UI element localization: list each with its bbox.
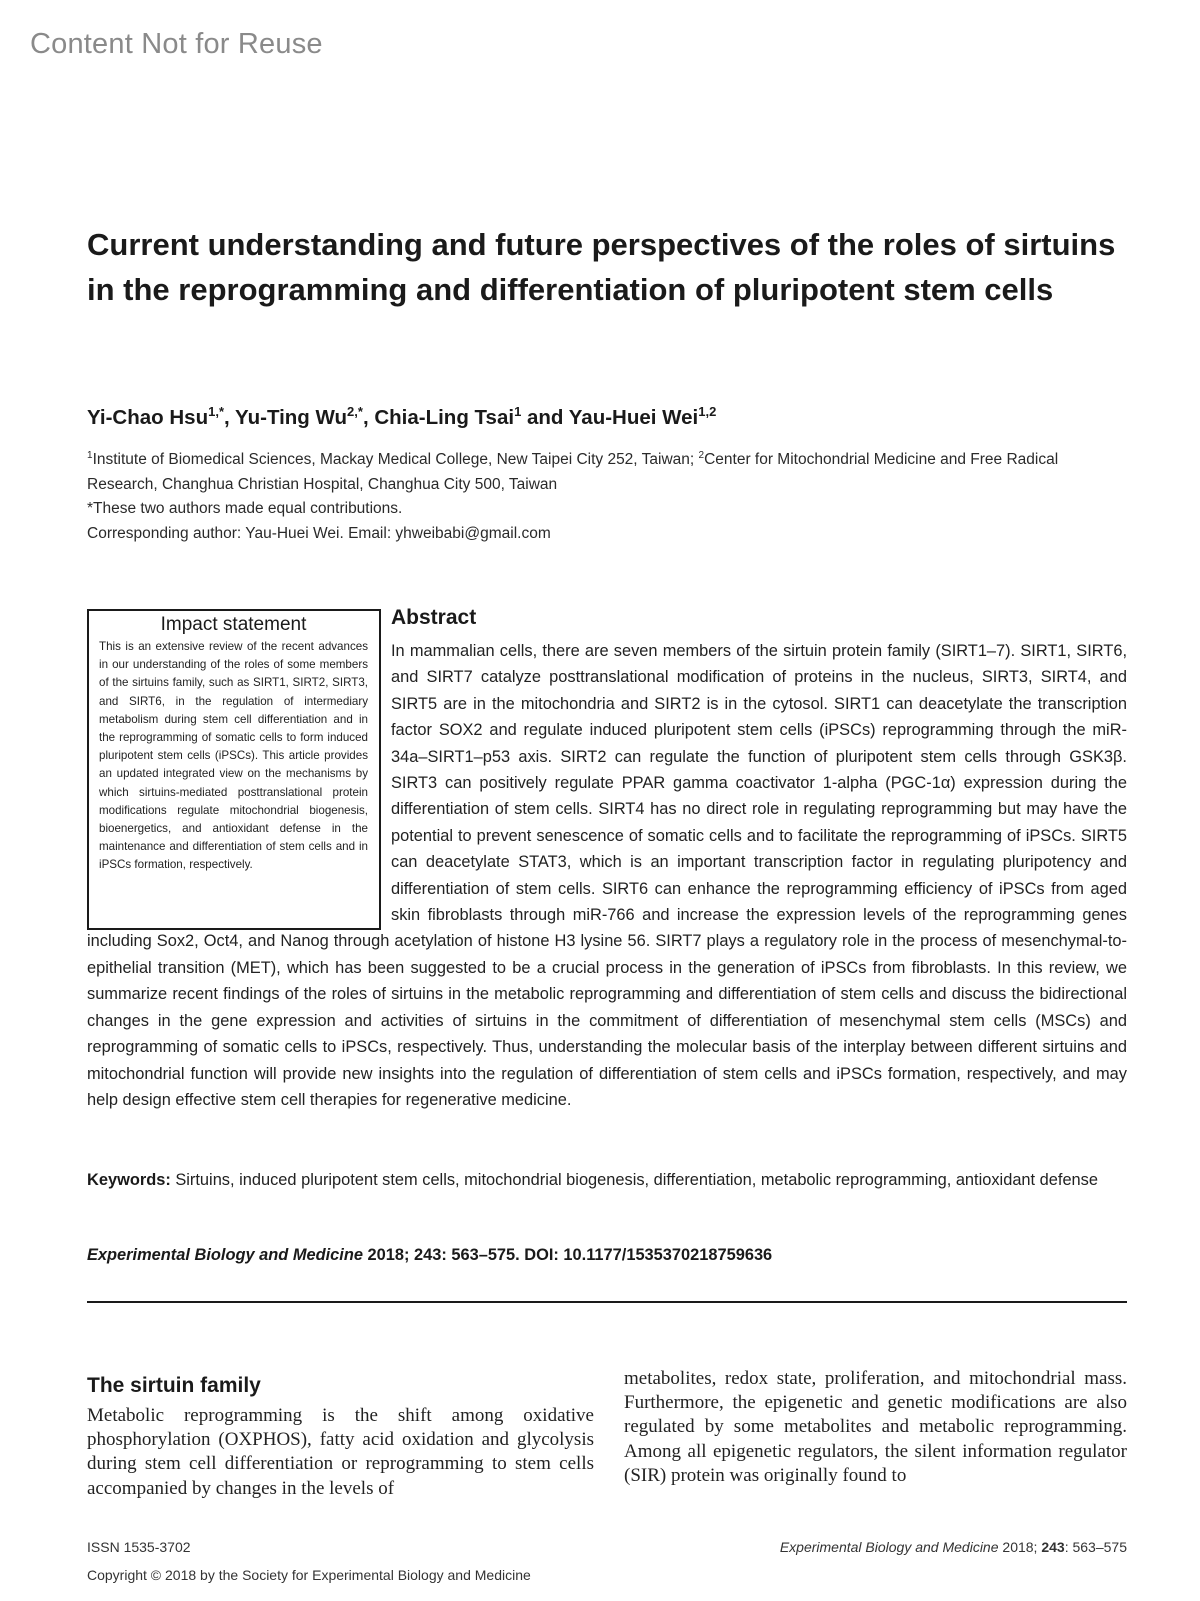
author-name: Yu-Ting Wu	[235, 405, 348, 429]
keywords-label: Keywords:	[87, 1171, 171, 1189]
author-name: Chia-Ling Tsai	[374, 405, 515, 429]
keywords-text: Sirtuins, induced pluripotent stem cells, mitochondrial biogenesis, differentiation, metabolic reprogramming, antioxidant defense	[170, 1171, 1098, 1189]
author-sup: 1	[514, 404, 522, 419]
affiliation-1: Institute of Biomedical Sciences, Mackay Medical College, New Taipei City 252, Taiwan;	[92, 451, 699, 469]
author-name: Yi-Chao Hsu	[87, 405, 209, 429]
affiliation-sup: 1	[87, 450, 93, 461]
affiliations	[87, 444, 1127, 546]
watermark: Content Not for Reuse	[30, 28, 323, 60]
citation-journal: Experimental Biology and Medicine	[87, 1246, 363, 1264]
equal-contribution-note: *These two authors made equal contributions.	[87, 500, 403, 518]
body-column-left: Metabolic reprogramming is the shift among oxidative phosphorylation (OXPHOS), fatty acid oxidation and glycolysis during stem cell differentiation or reprogramming to stem cells accompanied by changes in the levels of	[87, 1405, 594, 1499]
body-column-right: metabolites, redox state, proliferation, and mitochondrial mass. Furthermore, the epigenetic and genetic modifications are also regulated by some metabolites and metabolic reprogramming. Among all epigenetic regulators, the silent information regulator (SIR) protein was originally found to	[624, 1368, 1127, 1486]
impact-statement-body: This is an extensive review of the recent advances in our understanding of the roles of some members of the sirtuins family, such as SIRT1, SIRT2, SIRT3, and SIRT6, in the regulation of intermediary metabolism during stem cell differentiation and in the reprogramming of somatic cells to form induced pluripotent stem cells (iPSCs). This article provides an updated integrated view on the mechanisms by which sirtuins-mediated posttranslational protein modifications regulate mitochondrial biogenesis, bioenergetics, and antioxidant defense in the maintenance and differentiation of stem cells and in iPSCs formation, respectively.	[99, 640, 368, 872]
corresponding-author: Corresponding author: Yau-Huei Wei. Email: yhweibabi@gmail.com	[87, 524, 551, 542]
citation-line	[87, 1246, 772, 1265]
footer-journal-name: Experimental Biology and Medicine	[779, 1539, 999, 1555]
keywords	[87, 1167, 1127, 1193]
abstract-body: In mammalian cells, there are seven members of the sirtuin protein family (SIRT1–7). SIRT1, SIRT6, and SIRT7 catalyze posttranslational modification of proteins in the nucleus, SIRT3, SIRT4, and SIRT5 are in the mitochondria and SIRT2 is in the cytosol. SIRT1 can deacetylate the transcription factor SOX2 and regulate induced pluripotent stem cells (iPSCs) reprogramming through the miR-34a–SIRT1–p53 axis. SIRT2 can regulate the function of pluripotent stem cells through GSK3β. SIRT3 can positively regulate PPAR gamma coactivator 1-alpha (PGC-1α) expression during the differentiation of stem cells. SIRT4 has no direct role in regulating reprogramming but may have the potential to prevent senescence of somatic cells and to facilitate the reprogramming of iPSCs. SIRT5 can deacetylate STAT3, which is an important transcription factor in regulating pluripotency and differentiation of stem cells. SIRT6 can enhance the reprogramming efficiency of iPSCs from aged skin fibroblasts through miR-766 and increase the expression levels of the reprogramming genes including Sox2, Oct4, and Nanog through acetylation of histone H3 lysine 56. SIRT7 plays a regulatory role in the process of mesenchymal-to-epithelial transition (MET), which has been suggested to be a crucial process in the generation of iPSCs from fibroblasts. In this review, we summarize recent findings of the roles of sirtuins in the metabolic reprogramming and differentiation of stem cells and discuss the bidirectional changes in the gene expression and activities of sirtuins in the commitment of differentiation of mesenchymal stem cells (MSCs) and reprogramming of somatic cells to iPSCs, respectively. Thus, understanding the molecular basis of the interplay between different sirtuins and mitochondrial function will provide new insights into the regulation of differentiation of stem cells and iPSCs formation, respectively, and may help design effective stem cell therapies for regenerative medicine.	[87, 642, 1127, 1109]
footer-volume: 243	[1041, 1539, 1065, 1555]
impact-statement-title: Impact statement	[160, 614, 307, 635]
author-name: Yau-Huei Wei	[568, 405, 699, 429]
author-sup: 1,*	[208, 404, 225, 419]
footer-year: 2018;	[998, 1539, 1042, 1555]
affiliation-line	[87, 444, 1127, 497]
abstract	[87, 638, 1127, 1113]
citation-details: 2018; 243: 563–575. DOI: 10.1177/1535370218759636	[362, 1246, 773, 1264]
copyright: Copyright © 2018 by the Society for Experimental Biology and Medicine	[87, 1567, 531, 1583]
affiliation-2: Center for Mitochondrial Medicine and Free Radical Research, Changhua Christian Hospital, Changhua City 500, Taiwan	[87, 451, 1059, 493]
article-title: Current understanding and future perspectives of the roles of sirtuins in the reprogramming and differentiation of pluripotent stem cells	[87, 227, 1116, 307]
footer-journal-ref	[780, 1539, 1127, 1555]
section-divider	[87, 1301, 1127, 1303]
affiliation-sup: 2	[698, 450, 705, 461]
footer-pages: : 563–575	[1064, 1539, 1127, 1555]
author-list: Yi-Chao Hsu$^{1,*}$, Yu-Ting $Wu^{2,*}$, Chia-Ling Tsai$^1$ and Yau-Huei Wei$^{1,2}$	[87, 404, 717, 429]
author-sup: 2,*	[347, 404, 363, 419]
author-sup: 1,2	[698, 404, 717, 419]
section-heading: The sirtuin family	[87, 1374, 261, 1397]
issn: ISSN 1535-3702	[87, 1539, 191, 1555]
impact-box-spacer	[87, 638, 391, 928]
abstract-heading: Abstract	[391, 606, 477, 629]
